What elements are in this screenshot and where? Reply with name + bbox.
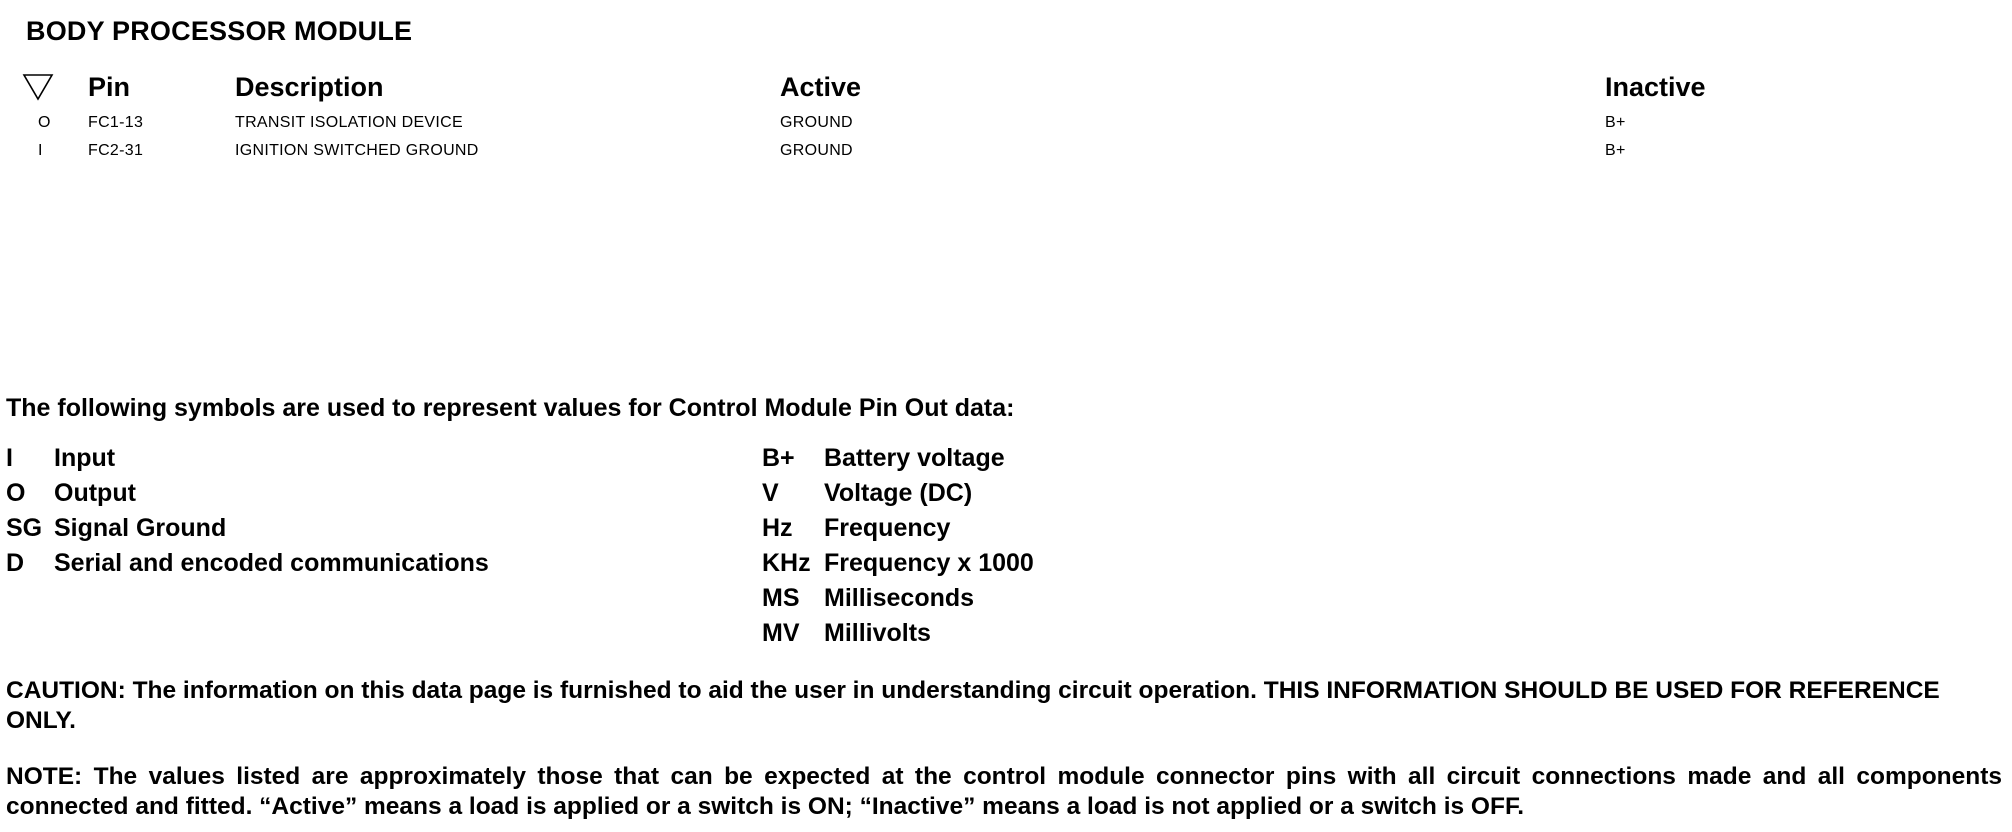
legend-meaning: Milliseconds [824,584,975,612]
legend-meaning: Battery voltage [824,444,1005,472]
legend-code: B+ [762,444,795,472]
legend-code: SG [6,514,43,542]
legend-code: O [6,479,26,507]
column-header-description: Description [235,72,384,102]
legend-code: KHz [762,549,811,577]
note-text: NOTE: The values listed are approximately those that can be expected at the control module connector pins with all circuit connections made and all components connected and fitted. “Active” means a load is applied or a switch is ON; “Inactive” means a load is not applied or a switch is OFF. [6,763,2002,820]
row-io-type: I [38,142,43,159]
legend-code: I [6,444,13,472]
legend-code: Hz [762,514,793,542]
legend-code: MV [762,619,800,647]
legend-code: D [6,549,25,577]
row-active: GROUND [780,114,853,131]
legend-intro: The following symbols are used to represent values for Control Module Pin Out data: [6,394,1015,422]
row-inactive: B+ [1605,114,1626,131]
caution-text: CAUTION: The information on this data page is furnished to aid the user in understanding circuit operation. THIS INFORMATION SHOULD BE USED FOR REFERENCE ONLY. [6,677,1940,734]
row-pin: FC2-31 [88,142,144,159]
column-header-inactive: Inactive [1605,72,1706,102]
page-title: BODY PROCESSOR MODULE [26,16,413,46]
row-inactive: B+ [1605,142,1626,159]
column-header-pin: Pin [88,72,131,102]
legend-meaning: Frequency x 1000 [824,549,1034,577]
legend-meaning: Millivolts [824,619,931,647]
legend-meaning: Input [54,444,116,472]
row-active: GROUND [780,142,853,159]
row-description: IGNITION SWITCHED GROUND [235,142,479,159]
row-pin: FC1-13 [88,114,144,131]
legend-meaning: Output [54,479,136,507]
legend-meaning: Signal Ground [54,514,227,542]
legend-code: MS [762,584,800,612]
legend-meaning: Voltage (DC) [824,479,973,507]
row-description: TRANSIT ISOLATION DEVICE [235,114,463,131]
row-io-type: O [38,114,51,131]
triangle-down-icon [22,72,54,102]
legend-meaning: Serial and encoded communications [54,549,489,577]
column-header-active: Active [780,72,862,102]
legend-meaning: Frequency [824,514,951,542]
legend-code: V [762,479,779,507]
